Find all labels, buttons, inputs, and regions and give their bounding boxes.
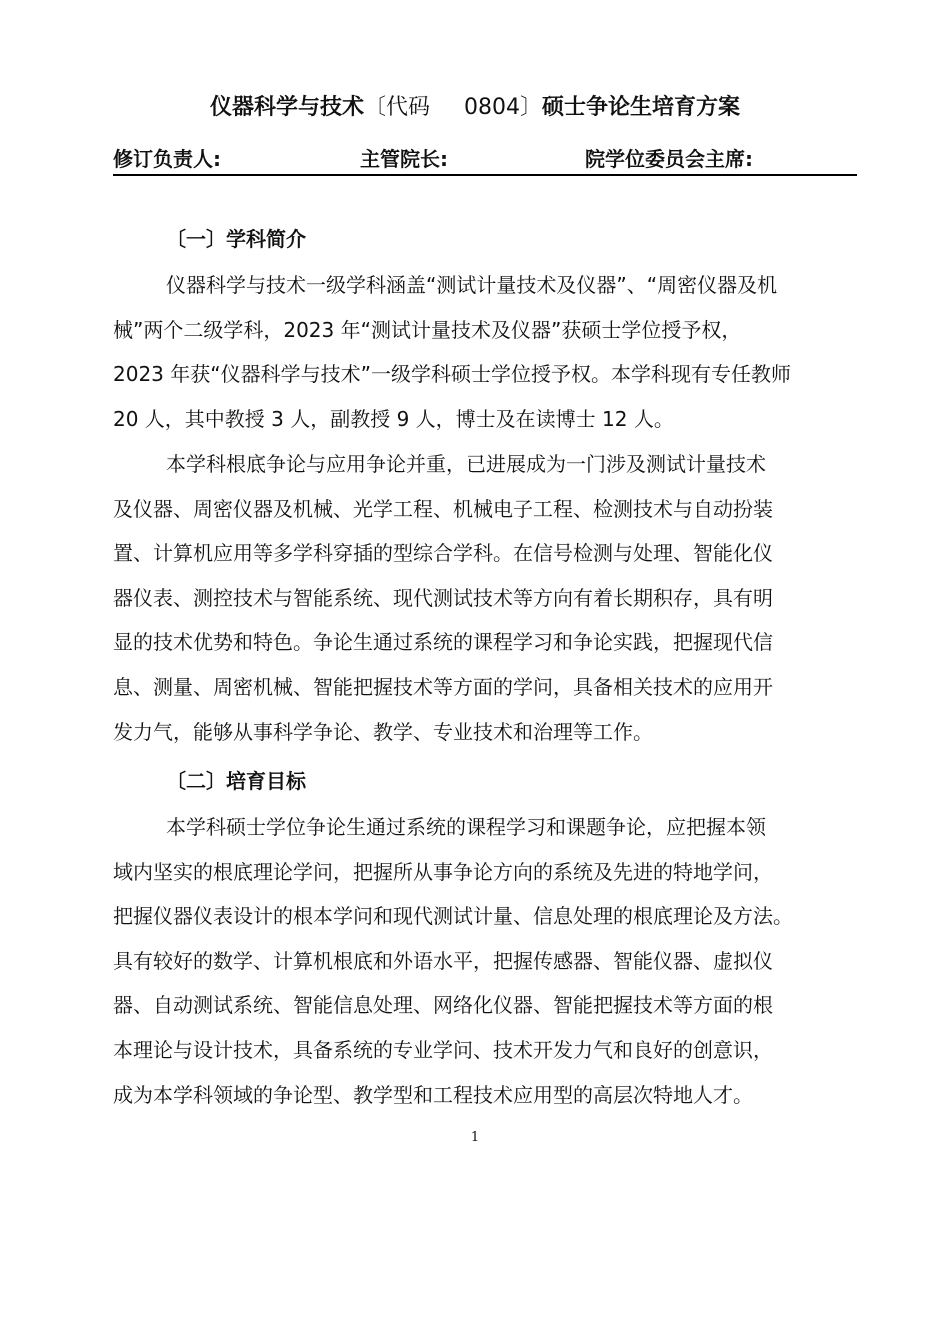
paragraph-intro-2: 本学科根底争论与应用争论并重，已进展成为一门涉及测试计量技术 及仪器、周密仪器及机械、光学工程、机械电子工程、检测技术与自动扮装 置、计算机应用等多学科穿插的型综合学科。在信号检测与处理、智能化仪 器仪表、测控技术与智能系统、现代测试技术等方向有着长期积存，具有明 显的技术优势和特色。争论生通过系统的课程学习和争论实践，把握现代信 息、测量、周密机械、智能把握技术等方面的学问，具备相关技术的应用开 发力气，能够从事科学争论、教学、专业技术和治理等工作。	[113, 452, 773, 744]
signature-row	[113, 144, 857, 176]
title-code-value: 0804〕	[464, 95, 542, 120]
dean-label: 主管院长:	[360, 147, 448, 171]
page-number: 1	[470, 1130, 480, 1145]
reviser-label: 修订负责人:	[113, 147, 221, 171]
document-title	[0, 88, 950, 128]
section-heading-goals: 〔二〕培育目标	[166, 769, 306, 793]
committee-chair-label: 院学位委员会主席:	[585, 147, 753, 171]
title-program: 硕士争论生培育方案	[542, 95, 741, 120]
title-subject: 仪器科学与技术	[209, 95, 364, 120]
paragraph-goals: 本学科硕士学位争论生通过系统的课程学习和课题争论，应把握本领 域内坚实的根底理论学问，把握所从事争论方向的系统及先进的特地学问， 把握仪器仪表设计的根本学问和现代测试计量、信息处理的根底理论及方法。 具有较好的数学、计算机根底和外语水平，把握传感器、智能仪器、虚拟仪 器、自动测试系统、智能信息处理、网络化仪器、智能把握技术等方面的根 本理论与设计技术，具备系统的专业学问、技术开发力气和良好的创意识， 成为本学科领域的争论型、教学型和工程技术应用型的高层次特地人才。	[113, 815, 793, 1107]
section-heading-intro: 〔一〕学科简介	[166, 227, 306, 251]
title-code-label: 〔代码	[363, 95, 430, 120]
paragraph-intro-1: 仪器科学与技术一级学科涵盖“测试计量技术及仪器”、“周密仪器及机 械”两个二级学科，2023 年“测试计量技术及仪器”获硕士学位授予权， 2023 年获“仪器科学与技术”一级学科硕士学位授予权。本学科现有专任教师 20 人，其中教授 3 人，副教授 9 人，博士及在读博士 12 人。	[113, 273, 791, 431]
